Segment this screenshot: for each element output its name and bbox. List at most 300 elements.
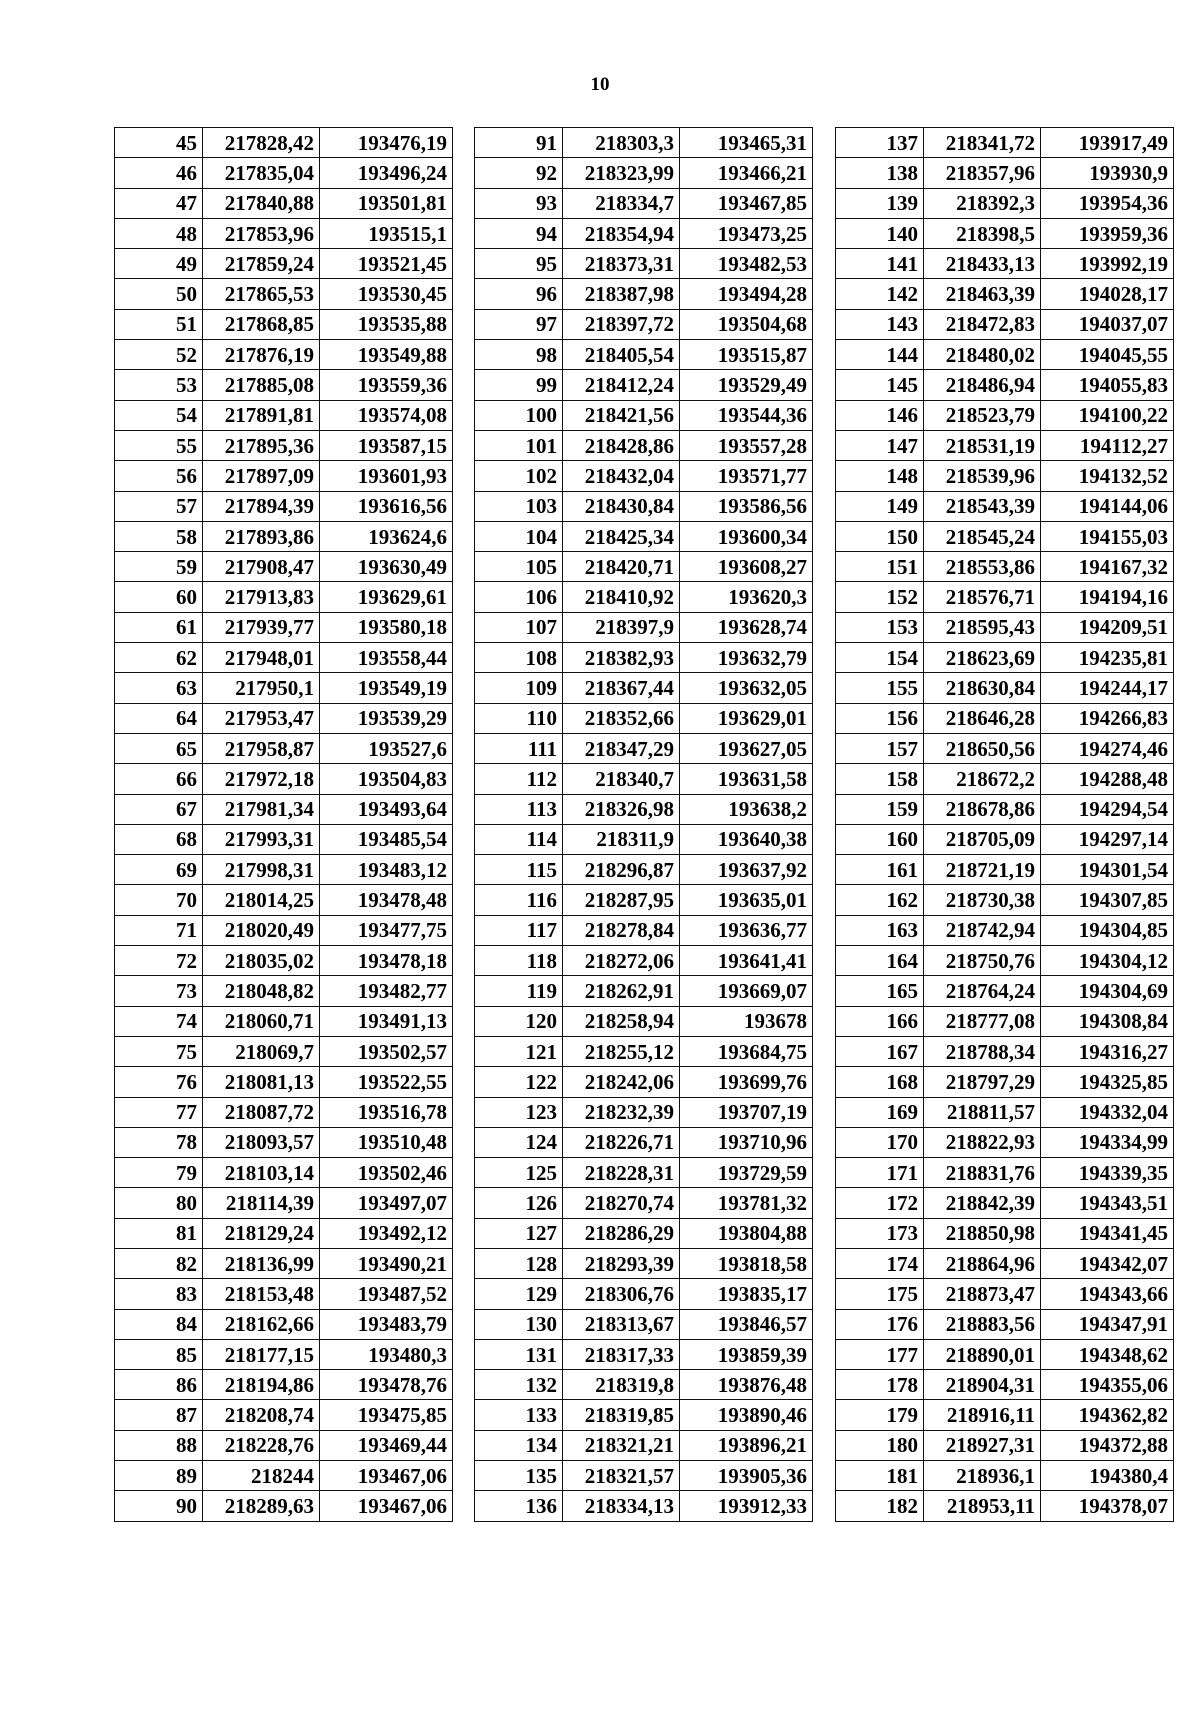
point-number-cell: 181 bbox=[836, 1461, 924, 1491]
table-row bbox=[115, 249, 453, 279]
y-coordinate-cell: 193624,6 bbox=[320, 521, 453, 551]
table-row bbox=[836, 703, 1174, 733]
y-coordinate-cell: 193846,57 bbox=[680, 1309, 813, 1339]
y-coordinate-cell: 193467,85 bbox=[680, 188, 813, 218]
table-row bbox=[475, 703, 813, 733]
y-coordinate-cell: 194274,46 bbox=[1041, 733, 1174, 763]
table-row bbox=[115, 1188, 453, 1218]
point-number-cell: 89 bbox=[115, 1461, 203, 1491]
x-coordinate-cell: 218296,87 bbox=[563, 855, 680, 885]
point-number-cell: 60 bbox=[115, 582, 203, 612]
table-row bbox=[836, 430, 1174, 460]
y-coordinate-cell: 193912,33 bbox=[680, 1491, 813, 1521]
table-row bbox=[115, 915, 453, 945]
y-coordinate-cell: 193478,48 bbox=[320, 885, 453, 915]
table-row bbox=[115, 582, 453, 612]
y-coordinate-cell: 193574,08 bbox=[320, 400, 453, 430]
x-coordinate-cell: 218321,21 bbox=[563, 1430, 680, 1460]
y-coordinate-cell: 194235,81 bbox=[1041, 643, 1174, 673]
y-coordinate-cell: 194316,27 bbox=[1041, 1036, 1174, 1066]
table-row bbox=[475, 370, 813, 400]
x-coordinate-cell: 218382,93 bbox=[563, 643, 680, 673]
x-coordinate-cell: 218742,94 bbox=[924, 915, 1041, 945]
point-number-cell: 55 bbox=[115, 430, 203, 460]
table-row bbox=[836, 582, 1174, 612]
x-coordinate-cell: 217893,86 bbox=[203, 521, 320, 551]
x-coordinate-cell: 217894,39 bbox=[203, 491, 320, 521]
x-coordinate-cell: 218397,72 bbox=[563, 309, 680, 339]
y-coordinate-cell: 193804,88 bbox=[680, 1218, 813, 1248]
point-number-cell: 117 bbox=[475, 915, 563, 945]
table-row bbox=[475, 552, 813, 582]
point-number-cell: 46 bbox=[115, 158, 203, 188]
y-coordinate-cell: 193954,36 bbox=[1041, 188, 1174, 218]
x-coordinate-cell: 218326,98 bbox=[563, 794, 680, 824]
y-coordinate-cell: 194339,35 bbox=[1041, 1158, 1174, 1188]
y-coordinate-cell: 193515,1 bbox=[320, 218, 453, 248]
y-coordinate-cell: 193638,2 bbox=[680, 794, 813, 824]
y-coordinate-cell: 194301,54 bbox=[1041, 855, 1174, 885]
point-number-cell: 136 bbox=[475, 1491, 563, 1521]
table-row bbox=[836, 188, 1174, 218]
x-coordinate-cell: 218334,7 bbox=[563, 188, 680, 218]
y-coordinate-cell: 193959,36 bbox=[1041, 218, 1174, 248]
y-coordinate-cell: 193502,46 bbox=[320, 1158, 453, 1188]
x-coordinate-cell: 218797,29 bbox=[924, 1067, 1041, 1097]
point-number-cell: 182 bbox=[836, 1491, 924, 1521]
x-coordinate-cell: 218398,5 bbox=[924, 218, 1041, 248]
x-coordinate-cell: 218463,39 bbox=[924, 279, 1041, 309]
point-number-cell: 53 bbox=[115, 370, 203, 400]
y-coordinate-cell: 193515,87 bbox=[680, 340, 813, 370]
y-coordinate-cell: 194342,07 bbox=[1041, 1248, 1174, 1278]
x-coordinate-cell: 218262,91 bbox=[563, 976, 680, 1006]
table-row bbox=[836, 279, 1174, 309]
table-row bbox=[475, 1097, 813, 1127]
x-coordinate-cell: 218069,7 bbox=[203, 1036, 320, 1066]
x-coordinate-cell: 218543,39 bbox=[924, 491, 1041, 521]
point-number-cell: 98 bbox=[475, 340, 563, 370]
y-coordinate-cell: 193491,13 bbox=[320, 1006, 453, 1036]
table-row bbox=[836, 764, 1174, 794]
point-number-cell: 129 bbox=[475, 1279, 563, 1309]
x-coordinate-cell: 218352,66 bbox=[563, 703, 680, 733]
table-row bbox=[115, 1339, 453, 1369]
point-number-cell: 123 bbox=[475, 1097, 563, 1127]
table-row bbox=[836, 461, 1174, 491]
x-coordinate-cell: 218850,98 bbox=[924, 1218, 1041, 1248]
y-coordinate-cell: 193477,75 bbox=[320, 915, 453, 945]
table-row bbox=[115, 643, 453, 673]
point-number-cell: 124 bbox=[475, 1127, 563, 1157]
table-row bbox=[475, 128, 813, 158]
x-coordinate-cell: 218048,82 bbox=[203, 976, 320, 1006]
x-coordinate-cell: 218347,29 bbox=[563, 733, 680, 763]
table-row bbox=[475, 946, 813, 976]
x-coordinate-cell: 218705,09 bbox=[924, 824, 1041, 854]
y-coordinate-cell: 193620,3 bbox=[680, 582, 813, 612]
point-number-cell: 178 bbox=[836, 1370, 924, 1400]
x-coordinate-cell: 218081,13 bbox=[203, 1067, 320, 1097]
y-coordinate-cell: 194045,55 bbox=[1041, 340, 1174, 370]
point-number-cell: 118 bbox=[475, 946, 563, 976]
x-coordinate-cell: 218244 bbox=[203, 1461, 320, 1491]
point-number-cell: 81 bbox=[115, 1218, 203, 1248]
x-coordinate-cell: 218228,31 bbox=[563, 1158, 680, 1188]
point-number-cell: 88 bbox=[115, 1430, 203, 1460]
x-coordinate-cell: 218226,71 bbox=[563, 1127, 680, 1157]
table-row bbox=[115, 188, 453, 218]
x-coordinate-cell: 218764,24 bbox=[924, 976, 1041, 1006]
y-coordinate-cell: 193710,96 bbox=[680, 1127, 813, 1157]
x-coordinate-cell: 218646,28 bbox=[924, 703, 1041, 733]
x-coordinate-cell: 218672,2 bbox=[924, 764, 1041, 794]
x-coordinate-cell: 218630,84 bbox=[924, 673, 1041, 703]
point-number-cell: 50 bbox=[115, 279, 203, 309]
point-number-cell: 79 bbox=[115, 1158, 203, 1188]
page-number: 10 bbox=[590, 74, 610, 95]
point-number-cell: 150 bbox=[836, 521, 924, 551]
point-number-cell: 80 bbox=[115, 1188, 203, 1218]
x-coordinate-cell: 218421,56 bbox=[563, 400, 680, 430]
table-row bbox=[115, 1097, 453, 1127]
table-row bbox=[475, 855, 813, 885]
point-number-cell: 149 bbox=[836, 491, 924, 521]
y-coordinate-cell: 194307,85 bbox=[1041, 885, 1174, 915]
point-number-cell: 45 bbox=[115, 128, 203, 158]
y-coordinate-cell: 193496,24 bbox=[320, 158, 453, 188]
x-coordinate-cell: 218014,25 bbox=[203, 885, 320, 915]
y-coordinate-cell: 193629,01 bbox=[680, 703, 813, 733]
point-number-cell: 74 bbox=[115, 1006, 203, 1036]
x-coordinate-cell: 218270,74 bbox=[563, 1188, 680, 1218]
x-coordinate-cell: 218425,34 bbox=[563, 521, 680, 551]
y-coordinate-cell: 193485,54 bbox=[320, 824, 453, 854]
table-row bbox=[836, 400, 1174, 430]
table-row bbox=[475, 188, 813, 218]
y-coordinate-cell: 193483,12 bbox=[320, 855, 453, 885]
x-coordinate-cell: 217953,47 bbox=[203, 703, 320, 733]
point-number-cell: 70 bbox=[115, 885, 203, 915]
table-row bbox=[115, 885, 453, 915]
table-row bbox=[836, 309, 1174, 339]
point-number-cell: 168 bbox=[836, 1067, 924, 1097]
y-coordinate-cell: 193467,06 bbox=[320, 1491, 453, 1521]
y-coordinate-cell: 193600,34 bbox=[680, 521, 813, 551]
x-coordinate-cell: 218103,14 bbox=[203, 1158, 320, 1188]
point-number-cell: 138 bbox=[836, 158, 924, 188]
y-coordinate-cell: 194378,07 bbox=[1041, 1491, 1174, 1521]
y-coordinate-cell: 193876,48 bbox=[680, 1370, 813, 1400]
table-row bbox=[475, 1127, 813, 1157]
x-coordinate-cell: 218232,39 bbox=[563, 1097, 680, 1127]
point-number-cell: 170 bbox=[836, 1127, 924, 1157]
y-coordinate-cell: 193890,46 bbox=[680, 1400, 813, 1430]
point-number-cell: 145 bbox=[836, 370, 924, 400]
x-coordinate-cell: 218678,86 bbox=[924, 794, 1041, 824]
y-coordinate-cell: 193571,77 bbox=[680, 461, 813, 491]
y-coordinate-cell: 193544,36 bbox=[680, 400, 813, 430]
x-coordinate-cell: 218334,13 bbox=[563, 1491, 680, 1521]
y-coordinate-cell: 193608,27 bbox=[680, 552, 813, 582]
x-coordinate-cell: 218412,24 bbox=[563, 370, 680, 400]
table-row bbox=[475, 400, 813, 430]
point-number-cell: 162 bbox=[836, 885, 924, 915]
point-number-cell: 67 bbox=[115, 794, 203, 824]
x-coordinate-cell: 218317,33 bbox=[563, 1339, 680, 1369]
point-number-cell: 135 bbox=[475, 1461, 563, 1491]
table-row bbox=[475, 430, 813, 460]
y-coordinate-cell: 193535,88 bbox=[320, 309, 453, 339]
x-coordinate-cell: 217840,88 bbox=[203, 188, 320, 218]
y-coordinate-cell: 193631,58 bbox=[680, 764, 813, 794]
y-coordinate-cell: 193465,31 bbox=[680, 128, 813, 158]
point-number-cell: 85 bbox=[115, 1339, 203, 1369]
x-coordinate-cell: 218287,95 bbox=[563, 885, 680, 915]
table-row bbox=[115, 733, 453, 763]
point-number-cell: 171 bbox=[836, 1158, 924, 1188]
y-coordinate-cell: 193478,18 bbox=[320, 946, 453, 976]
x-coordinate-cell: 218953,11 bbox=[924, 1491, 1041, 1521]
point-number-cell: 90 bbox=[115, 1491, 203, 1521]
point-number-cell: 163 bbox=[836, 915, 924, 945]
point-number-cell: 77 bbox=[115, 1097, 203, 1127]
point-number-cell: 128 bbox=[475, 1248, 563, 1278]
x-coordinate-cell: 218341,72 bbox=[924, 128, 1041, 158]
table-row bbox=[475, 976, 813, 1006]
point-number-cell: 140 bbox=[836, 218, 924, 248]
x-coordinate-cell: 218323,99 bbox=[563, 158, 680, 188]
x-coordinate-cell: 218153,48 bbox=[203, 1279, 320, 1309]
table-row bbox=[115, 1158, 453, 1188]
point-number-cell: 120 bbox=[475, 1006, 563, 1036]
x-coordinate-cell: 218822,93 bbox=[924, 1127, 1041, 1157]
table-row bbox=[115, 370, 453, 400]
x-coordinate-cell: 218311,9 bbox=[563, 824, 680, 854]
y-coordinate-cell: 193510,48 bbox=[320, 1127, 453, 1157]
table-row bbox=[475, 1158, 813, 1188]
point-number-cell: 143 bbox=[836, 309, 924, 339]
x-coordinate-cell: 218811,57 bbox=[924, 1097, 1041, 1127]
table-row bbox=[836, 1158, 1174, 1188]
y-coordinate-cell: 194325,85 bbox=[1041, 1067, 1174, 1097]
x-coordinate-cell: 218306,76 bbox=[563, 1279, 680, 1309]
x-coordinate-cell: 218093,57 bbox=[203, 1127, 320, 1157]
y-coordinate-cell: 193549,19 bbox=[320, 673, 453, 703]
y-coordinate-cell: 193494,28 bbox=[680, 279, 813, 309]
table-row bbox=[836, 370, 1174, 400]
point-number-cell: 116 bbox=[475, 885, 563, 915]
y-coordinate-cell: 193530,45 bbox=[320, 279, 453, 309]
point-number-cell: 125 bbox=[475, 1158, 563, 1188]
x-coordinate-cell: 218777,08 bbox=[924, 1006, 1041, 1036]
x-coordinate-cell: 218293,39 bbox=[563, 1248, 680, 1278]
y-coordinate-cell: 194297,14 bbox=[1041, 824, 1174, 854]
y-coordinate-cell: 193466,21 bbox=[680, 158, 813, 188]
table-row bbox=[836, 976, 1174, 1006]
table-row bbox=[475, 1339, 813, 1369]
y-coordinate-cell: 193669,07 bbox=[680, 976, 813, 1006]
point-number-cell: 68 bbox=[115, 824, 203, 854]
point-number-cell: 144 bbox=[836, 340, 924, 370]
x-coordinate-cell: 218194,86 bbox=[203, 1370, 320, 1400]
point-number-cell: 47 bbox=[115, 188, 203, 218]
x-coordinate-cell: 218883,56 bbox=[924, 1309, 1041, 1339]
table-row bbox=[115, 1248, 453, 1278]
x-coordinate-cell: 218387,98 bbox=[563, 279, 680, 309]
x-coordinate-cell: 217868,85 bbox=[203, 309, 320, 339]
table-row bbox=[475, 249, 813, 279]
y-coordinate-cell: 193559,36 bbox=[320, 370, 453, 400]
coordinate-table-2 bbox=[474, 127, 813, 1522]
y-coordinate-cell: 193587,15 bbox=[320, 430, 453, 460]
point-number-cell: 87 bbox=[115, 1400, 203, 1430]
x-coordinate-cell: 217998,31 bbox=[203, 855, 320, 885]
x-coordinate-cell: 218255,12 bbox=[563, 1036, 680, 1066]
table-row bbox=[836, 1400, 1174, 1430]
point-number-cell: 180 bbox=[836, 1430, 924, 1460]
table-row bbox=[475, 673, 813, 703]
point-number-cell: 52 bbox=[115, 340, 203, 370]
y-coordinate-cell: 194209,51 bbox=[1041, 612, 1174, 642]
y-coordinate-cell: 194372,88 bbox=[1041, 1430, 1174, 1460]
table-row bbox=[836, 1036, 1174, 1066]
y-coordinate-cell: 193632,05 bbox=[680, 673, 813, 703]
point-number-cell: 105 bbox=[475, 552, 563, 582]
table-row bbox=[115, 491, 453, 521]
x-coordinate-cell: 218523,79 bbox=[924, 400, 1041, 430]
y-coordinate-cell: 193781,32 bbox=[680, 1188, 813, 1218]
y-coordinate-cell: 193539,29 bbox=[320, 703, 453, 733]
x-coordinate-cell: 217993,31 bbox=[203, 824, 320, 854]
table-row bbox=[115, 1006, 453, 1036]
point-number-cell: 107 bbox=[475, 612, 563, 642]
y-coordinate-cell: 193930,9 bbox=[1041, 158, 1174, 188]
table-row bbox=[836, 249, 1174, 279]
x-coordinate-cell: 218650,56 bbox=[924, 733, 1041, 763]
point-number-cell: 108 bbox=[475, 643, 563, 673]
point-number-cell: 131 bbox=[475, 1339, 563, 1369]
table-row bbox=[115, 976, 453, 1006]
y-coordinate-cell: 193818,58 bbox=[680, 1248, 813, 1278]
table-row bbox=[115, 1036, 453, 1066]
x-coordinate-cell: 218340,7 bbox=[563, 764, 680, 794]
point-number-cell: 126 bbox=[475, 1188, 563, 1218]
point-number-cell: 93 bbox=[475, 188, 563, 218]
point-number-cell: 63 bbox=[115, 673, 203, 703]
x-coordinate-cell: 217865,53 bbox=[203, 279, 320, 309]
y-coordinate-cell: 193896,21 bbox=[680, 1430, 813, 1460]
x-coordinate-cell: 218890,01 bbox=[924, 1339, 1041, 1369]
point-number-cell: 95 bbox=[475, 249, 563, 279]
point-number-cell: 176 bbox=[836, 1309, 924, 1339]
x-coordinate-cell: 218087,72 bbox=[203, 1097, 320, 1127]
table-row bbox=[475, 733, 813, 763]
y-coordinate-cell: 193635,01 bbox=[680, 885, 813, 915]
point-number-cell: 148 bbox=[836, 461, 924, 491]
y-coordinate-cell: 194308,84 bbox=[1041, 1006, 1174, 1036]
x-coordinate-cell: 218321,57 bbox=[563, 1461, 680, 1491]
x-coordinate-cell: 217895,36 bbox=[203, 430, 320, 460]
table-row bbox=[475, 309, 813, 339]
table-row bbox=[115, 309, 453, 339]
y-coordinate-cell: 193636,77 bbox=[680, 915, 813, 945]
x-coordinate-cell: 217939,77 bbox=[203, 612, 320, 642]
y-coordinate-cell: 193859,39 bbox=[680, 1339, 813, 1369]
y-coordinate-cell: 193580,18 bbox=[320, 612, 453, 642]
point-number-cell: 58 bbox=[115, 521, 203, 551]
table-row bbox=[115, 1127, 453, 1157]
y-coordinate-cell: 194288,48 bbox=[1041, 764, 1174, 794]
x-coordinate-cell: 218721,19 bbox=[924, 855, 1041, 885]
table-row bbox=[475, 1430, 813, 1460]
x-coordinate-cell: 217859,24 bbox=[203, 249, 320, 279]
point-number-cell: 92 bbox=[475, 158, 563, 188]
point-number-cell: 115 bbox=[475, 855, 563, 885]
x-coordinate-cell: 218936,1 bbox=[924, 1461, 1041, 1491]
x-coordinate-cell: 218842,39 bbox=[924, 1188, 1041, 1218]
x-coordinate-cell: 218864,96 bbox=[924, 1248, 1041, 1278]
point-number-cell: 104 bbox=[475, 521, 563, 551]
table-row bbox=[115, 430, 453, 460]
x-coordinate-cell: 218432,04 bbox=[563, 461, 680, 491]
y-coordinate-cell: 193497,07 bbox=[320, 1188, 453, 1218]
y-coordinate-cell: 194155,03 bbox=[1041, 521, 1174, 551]
point-number-cell: 158 bbox=[836, 764, 924, 794]
table-row bbox=[115, 1461, 453, 1491]
y-coordinate-cell: 193502,57 bbox=[320, 1036, 453, 1066]
table-row bbox=[475, 1248, 813, 1278]
point-number-cell: 109 bbox=[475, 673, 563, 703]
y-coordinate-cell: 194294,54 bbox=[1041, 794, 1174, 824]
x-coordinate-cell: 218788,34 bbox=[924, 1036, 1041, 1066]
x-coordinate-cell: 218136,99 bbox=[203, 1248, 320, 1278]
x-coordinate-cell: 218430,84 bbox=[563, 491, 680, 521]
x-coordinate-cell: 218576,71 bbox=[924, 582, 1041, 612]
point-number-cell: 133 bbox=[475, 1400, 563, 1430]
point-number-cell: 62 bbox=[115, 643, 203, 673]
y-coordinate-cell: 194380,4 bbox=[1041, 1461, 1174, 1491]
table-row bbox=[475, 1067, 813, 1097]
point-number-cell: 127 bbox=[475, 1218, 563, 1248]
table-row bbox=[475, 1370, 813, 1400]
table-row bbox=[836, 552, 1174, 582]
x-coordinate-cell: 217828,42 bbox=[203, 128, 320, 158]
point-number-cell: 99 bbox=[475, 370, 563, 400]
y-coordinate-cell: 193501,81 bbox=[320, 188, 453, 218]
y-coordinate-cell: 194334,99 bbox=[1041, 1127, 1174, 1157]
table-row bbox=[115, 552, 453, 582]
table-row bbox=[475, 1461, 813, 1491]
y-coordinate-cell: 193586,56 bbox=[680, 491, 813, 521]
table-row bbox=[115, 1309, 453, 1339]
x-coordinate-cell: 218272,06 bbox=[563, 946, 680, 976]
y-coordinate-cell: 193835,17 bbox=[680, 1279, 813, 1309]
table-row bbox=[836, 1279, 1174, 1309]
point-number-cell: 164 bbox=[836, 946, 924, 976]
table-row bbox=[475, 1309, 813, 1339]
x-coordinate-cell: 217876,19 bbox=[203, 340, 320, 370]
table-row bbox=[115, 128, 453, 158]
table-row bbox=[475, 218, 813, 248]
point-number-cell: 172 bbox=[836, 1188, 924, 1218]
x-coordinate-cell: 218539,96 bbox=[924, 461, 1041, 491]
y-coordinate-cell: 193917,49 bbox=[1041, 128, 1174, 158]
table-row bbox=[115, 218, 453, 248]
table-row bbox=[115, 340, 453, 370]
point-number-cell: 111 bbox=[475, 733, 563, 763]
point-number-cell: 134 bbox=[475, 1430, 563, 1460]
